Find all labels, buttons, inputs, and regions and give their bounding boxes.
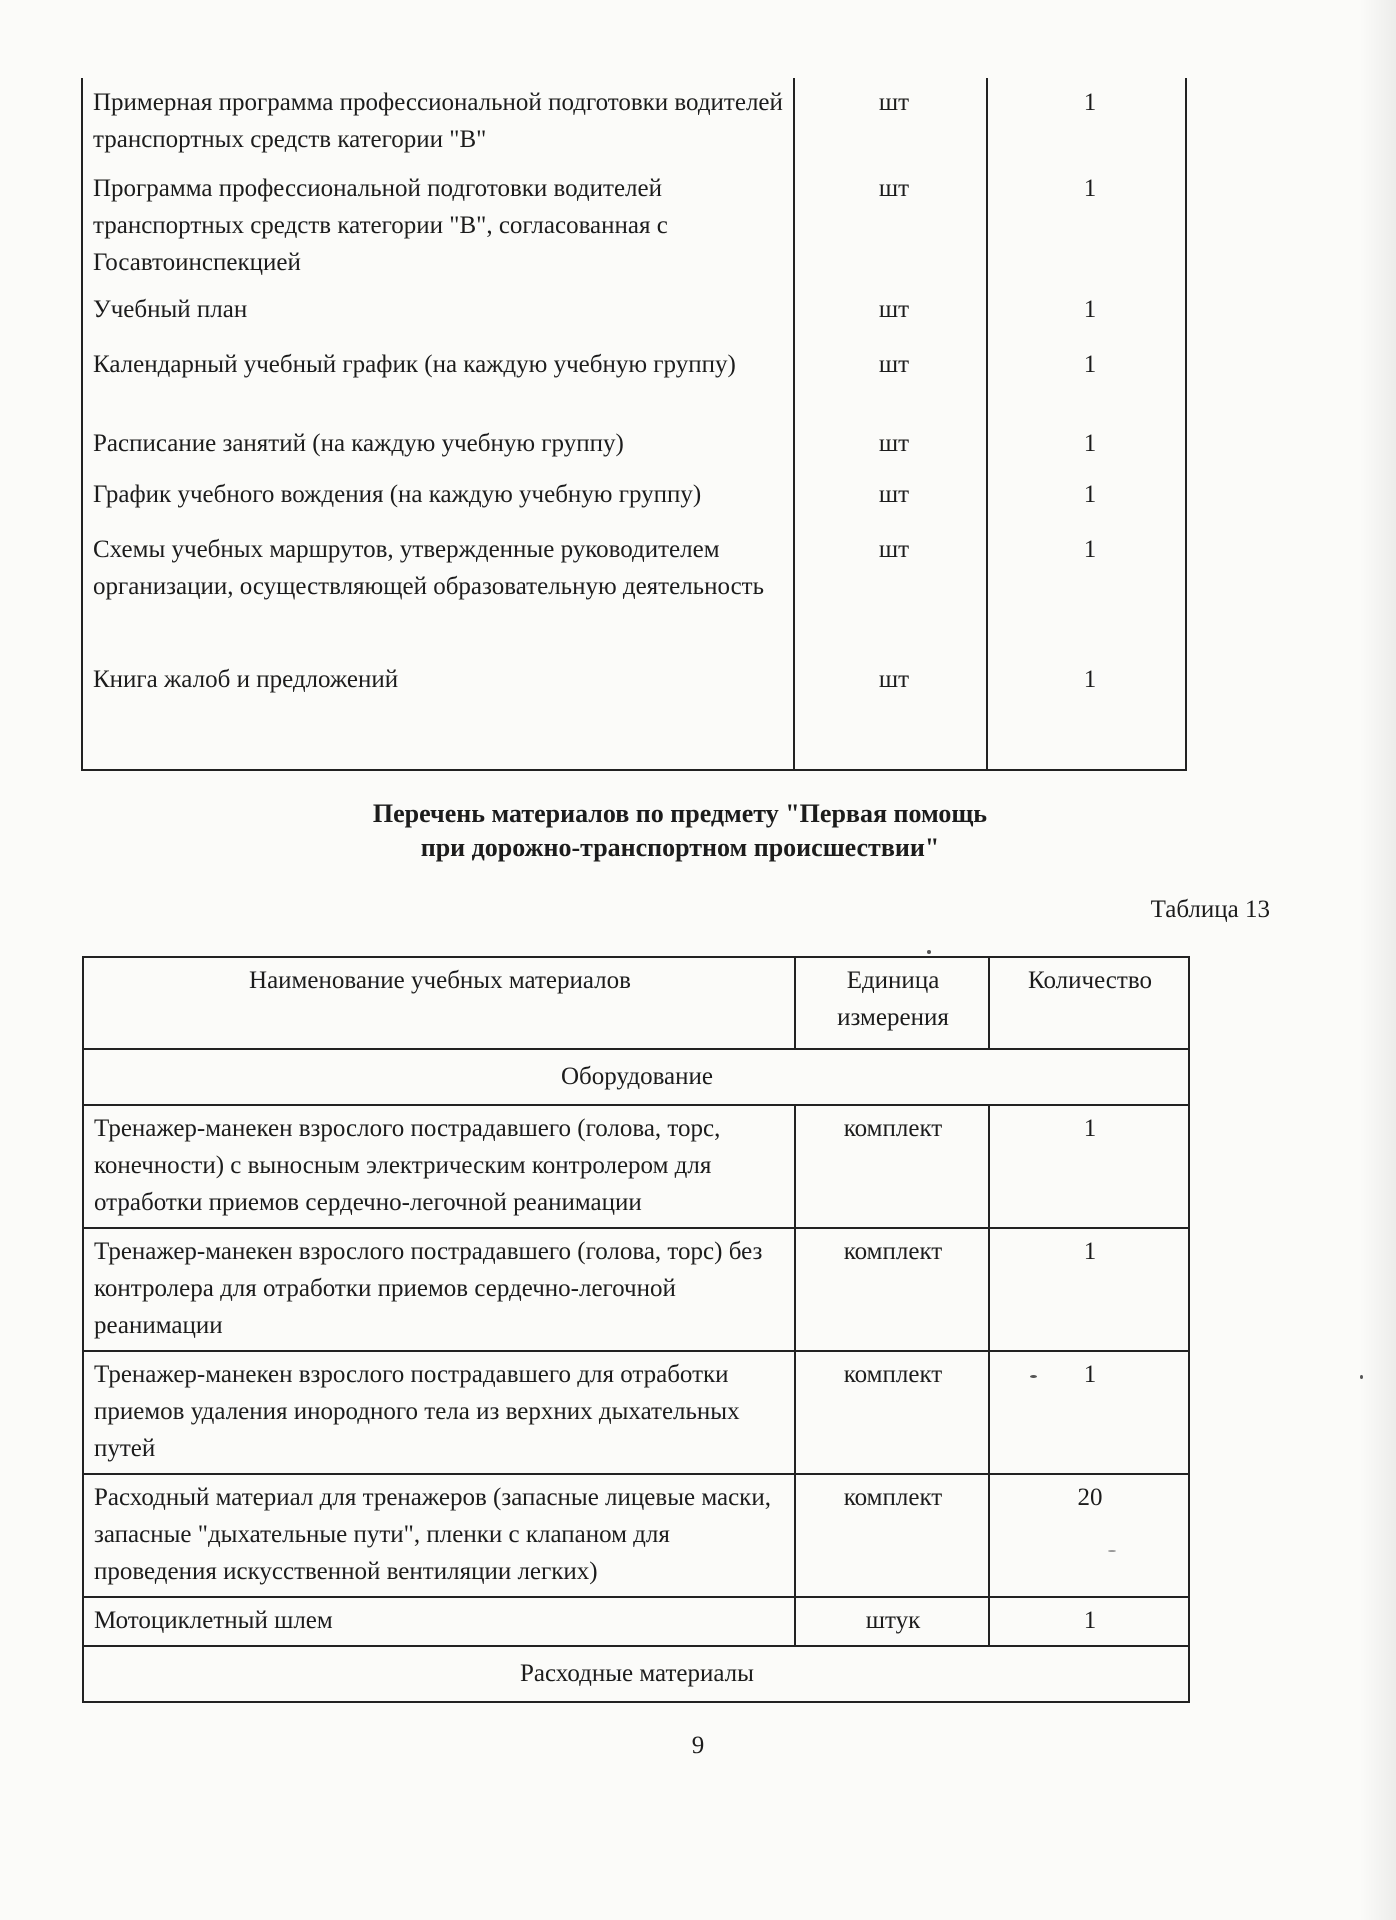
row-qty: 1 (989, 1351, 1189, 1474)
row-name: Календарный учебный график (на каждую учебную группу) (93, 351, 736, 378)
table-row (83, 1474, 1189, 1597)
row-qty: 20 (989, 1474, 1189, 1597)
row-name: Книга жалоб и предложений (93, 666, 399, 693)
page-number: 9 (691, 1732, 705, 1759)
row-qty: 1 (989, 1105, 1189, 1228)
scan-speck (1360, 1375, 1363, 1379)
row-qty: 1 (1083, 666, 1097, 693)
table-header-row (83, 957, 1189, 1049)
row-unit: шт (878, 430, 910, 457)
row-unit: комплект (795, 1474, 989, 1597)
row-name: Тренажер-манекен взрослого пострадавшего для отработки приемов удаления инородного тела из верхних дыхательных путей (83, 1351, 795, 1474)
scan-edge-shadow (1360, 0, 1396, 1920)
row-qty: 1 (1083, 296, 1097, 323)
heading-line-2: при дорожно-транспортном происшествии" (420, 833, 940, 862)
row-name: Тренажер-манекен взрослого пострадавшего (голова, торс, конечности) с выносным электрическим контролером для отработки приемов сердечно-легочной реанимации (83, 1105, 795, 1228)
row-unit: шт (878, 296, 910, 323)
row-qty: 1 (989, 1597, 1189, 1646)
row-qty: 1 (1083, 175, 1097, 202)
row-name: Примерная программа профессиональной подготовки водителей транспортных средств категории "B" (93, 89, 783, 153)
row-unit: шт (878, 536, 910, 563)
row-unit: шт (878, 175, 910, 202)
row-unit: шт (878, 351, 910, 378)
table-row (83, 1597, 1189, 1646)
header-qty: Количество (989, 957, 1189, 1049)
table-row (83, 1105, 1189, 1228)
row-name: График учебного вождения (на каждую учебную группу) (93, 481, 702, 508)
row-qty: 1 (1083, 536, 1097, 563)
row-unit: комплект (795, 1105, 989, 1228)
scan-speck (1030, 1375, 1037, 1378)
column-divider (793, 78, 795, 769)
row-qty: 1 (1083, 481, 1097, 508)
header-name: Наименование учебных материалов (83, 957, 795, 1049)
header-unit: Единица измерения (795, 957, 989, 1049)
row-unit: шт (878, 481, 910, 508)
row-qty: 1 (1083, 89, 1097, 116)
section-row (83, 1646, 1189, 1702)
materials-table (82, 956, 1190, 1703)
row-name: Мотоциклетный шлем (83, 1597, 795, 1646)
scan-speck (1108, 1550, 1116, 1552)
row-name: Расходный материал для тренажеров (запасные лицевые маски, запасные "дыхательные пути", пленки с клапаном для проведения искусственной вентиляции легких) (83, 1474, 795, 1597)
row-name: Тренажер-манекен взрослого пострадавшего (голова, торс) без контролера для отработки приемов сердечно-легочной реанимации (83, 1228, 795, 1351)
table-row (83, 1351, 1189, 1474)
row-unit: комплект (795, 1351, 989, 1474)
table-row (83, 1228, 1189, 1351)
row-name: Расписание занятий (на каждую учебную группу) (93, 430, 624, 457)
row-qty: 1 (1083, 430, 1097, 457)
section-consumables: Расходные материалы (83, 1646, 1189, 1702)
row-unit: штук (795, 1597, 989, 1646)
table-caption: Таблица 13 (1150, 896, 1270, 923)
row-qty: 1 (989, 1228, 1189, 1351)
row-name: Программа профессиональной подготовки водителей транспортных средств категории "B", согласованная с Госавтоинспекцией (93, 175, 668, 276)
row-unit: шт (878, 89, 910, 116)
row-name: Учебный план (93, 296, 248, 323)
section-row (83, 1049, 1189, 1105)
section-heading (180, 797, 1180, 865)
row-name: Схемы учебных маршрутов, утвержденные руководителем организации, осуществляющей образовательную деятельность (93, 536, 765, 600)
row-unit: комплект (795, 1228, 989, 1351)
row-unit: шт (878, 666, 910, 693)
scan-speck (927, 950, 931, 954)
heading-line-1: Перечень материалов по предмету "Первая помощь (372, 799, 988, 828)
row-qty: 1 (1083, 351, 1097, 378)
section-equipment: Оборудование (83, 1049, 1189, 1105)
documents-table (81, 78, 1187, 771)
